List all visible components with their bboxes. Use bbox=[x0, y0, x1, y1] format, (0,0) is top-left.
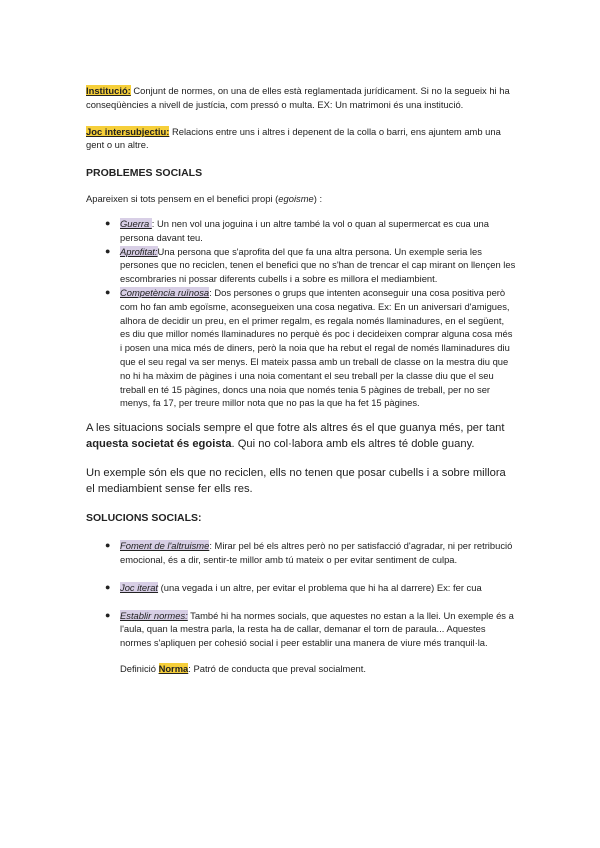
document-page bbox=[86, 84, 516, 676]
joc-intersubjectiu-paragraph bbox=[86, 125, 516, 153]
definicio-term: Norma bbox=[158, 662, 189, 674]
institucio-paragraph bbox=[86, 84, 516, 112]
bullet-icon: ● bbox=[105, 217, 111, 228]
problemes-heading: PROBLEMES SOCIALS bbox=[86, 167, 203, 180]
societat-text-c: . Qui no col·labora amb els altres té doble guany. bbox=[231, 437, 475, 450]
solucio-term: Foment de l'altruisme bbox=[120, 540, 210, 552]
list-item bbox=[86, 245, 516, 286]
list-item bbox=[86, 217, 516, 245]
problemes-list bbox=[86, 217, 516, 410]
joc-intersubjectiu-term: Joc intersubjectiu: bbox=[86, 125, 170, 137]
problema-term: Competència ruïnosa bbox=[120, 286, 210, 298]
societat-text-a: A les situacions socials sempre el que fotre als altres és el que guanya més, per tant bbox=[86, 422, 505, 435]
problemes-intro bbox=[86, 192, 516, 206]
list-item bbox=[86, 539, 516, 567]
problema-term: Aprofitat: bbox=[120, 245, 158, 257]
joc-intersubjectiu-text: Relacions entre uns i altres i depenent de la colla o barri, ens ajuntem amb una gent o un altre. bbox=[86, 125, 501, 151]
bullet-icon: ● bbox=[105, 286, 111, 297]
problema-term: Guerra bbox=[120, 217, 152, 229]
bullet-icon: ● bbox=[105, 540, 111, 551]
definicio-text: : Patró de conducta que preval socialment. bbox=[188, 662, 366, 674]
solucions-heading: SOLUCIONS SOCIALS: bbox=[86, 512, 202, 525]
institucio-term: Institució: bbox=[86, 85, 131, 96]
problema-text: : Un nen vol una joguina i un altre també la vol o quan al supermercat es cua una persona davant teu. bbox=[120, 217, 489, 243]
problema-text: : Dos persones o grups que intenten aconseguir una cosa positiva però com ho fan amb egoïsme, aconsegueixen una cosa negativa. Ex: En un aniversari d'amigues, alhora de decidir un preu, en el primer regalm, es regala només llaminadures, en el següent, es diu que millor només llaminadures no perquè és poc i decideixen comprar alguna cosa més i posen una mica més de diners, però la noia que ha rebut el regal de només llaminadures diu que el seu regal va ser menys. El mateix passa amb un treball de classe on la mestra diu que no hi ha màxim de pàgines i una noia comentant el seu treball per la classe diu que el seu treball en té 15 pàgines, doncs una noia que només tenia 5 pàgines de treball, per no ser menys, fa 17, per treure millor nota que no pas la que ha fet 15 pàgines. bbox=[120, 286, 513, 409]
solucio-text: : Mirar pel bé els altres però no per satisfacció d'agradar, ni per retribució emocional, és a dir, sentir-te millor amb tú mateix o per evitar sentiment de culpa. bbox=[120, 540, 513, 565]
definicio-norma bbox=[86, 662, 516, 676]
list-item bbox=[86, 581, 516, 595]
problema-text: Una persona que s'aprofita del que fa una altra persona. Un exemple seria les persones que no reciclen, tenen el benefici que no s'han de trencar el cap mirant on llençen les escombraries ni possar diferents cubells i a sobre es millora el mediambient. bbox=[120, 245, 516, 285]
problemes-intro-b: ) : bbox=[313, 193, 323, 205]
definicio-prefix: Definició bbox=[120, 662, 159, 674]
societat-text-bold: aquesta societat és egoista bbox=[86, 437, 232, 450]
societat-paragraph bbox=[86, 421, 516, 452]
bullet-icon: ● bbox=[105, 245, 111, 256]
solucio-text: També hi ha normes socials, que aquestes no estan a la llei. Un exemple és a l'aula, quan la mestra parla, la resta ha de callar, demanar el torn de paraula... Aquestes normes s'apliquen per cohesió social i peer establir una manera de viure més tranquil·la. bbox=[120, 609, 514, 649]
list-item bbox=[86, 286, 516, 410]
problemes-intro-em: egoisme bbox=[278, 193, 314, 205]
bullet-icon: ● bbox=[105, 581, 111, 592]
solucio-text: (una vegada i un altre, per evitar el problema que hi ha al darrere) Ex: fer cua bbox=[158, 581, 482, 593]
bullet-icon: ● bbox=[105, 609, 111, 620]
list-item bbox=[86, 609, 516, 650]
solucio-term: Joc iterat bbox=[120, 581, 159, 593]
exemple-paragraph: Un exemple són els que no reciclen, ells no tenen que posar cubells i a sobre millora el mediambient sense fer ells res. bbox=[86, 467, 506, 495]
problemes-intro-a: Apareixen si tots pensem en el benefici propi ( bbox=[86, 193, 279, 205]
solucions-list bbox=[86, 539, 516, 650]
solucio-term: Establir normes: bbox=[120, 609, 188, 621]
institucio-text: Conjunt de normes, on una de elles està reglamentada jurídicament. Si no la segueix hi ha conseqüències a nivell de justícia, com pressó o multa. EX: Un matrimoni és una institució. bbox=[86, 85, 510, 110]
